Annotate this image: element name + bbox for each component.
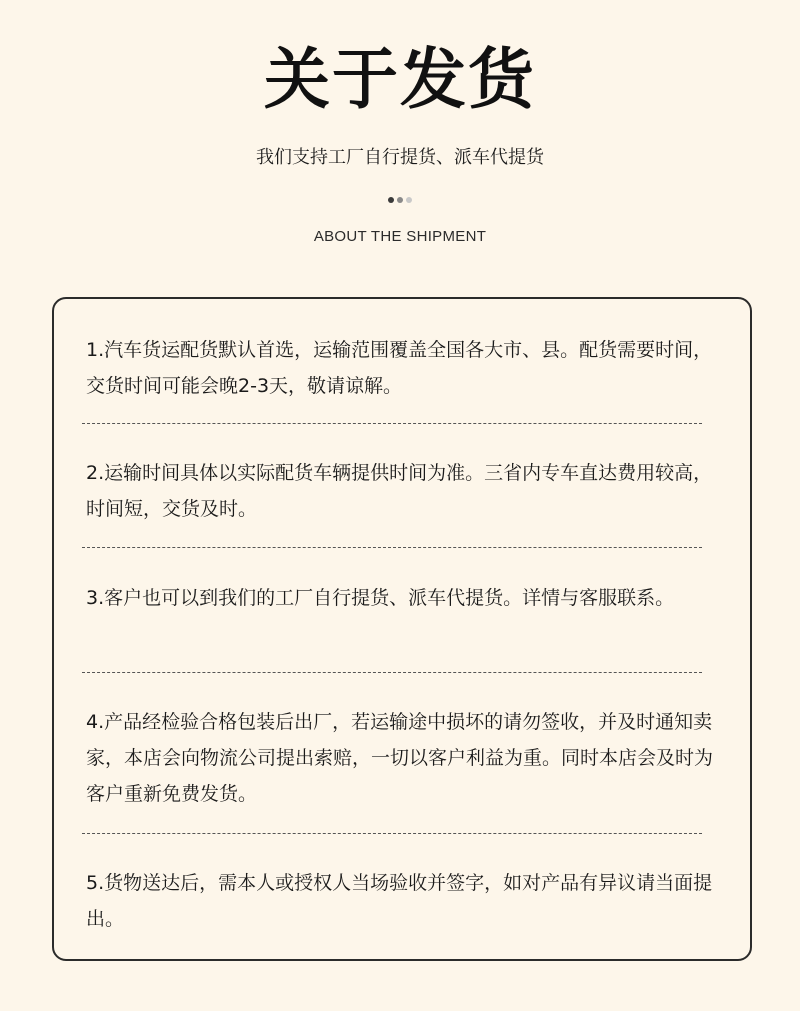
note-item-1: 1.汽车货运配货默认首选，运输范围覆盖全国各大市、县。配货需要时间，交货时间可能会晚2-3天，敬请谅解。 (86, 339, 713, 397)
shipment-notes-box (52, 297, 752, 961)
page-subtitle: 我们支持工厂自行提货、派车代提货 (256, 147, 544, 168)
divider (82, 672, 702, 673)
note-item-2: 2.运输时间具体以实际配货车辆提供时间为准。三省内专车直达费用较高，时间短，交货及时。 (86, 462, 713, 520)
divider (82, 833, 702, 834)
dot-icon (388, 197, 394, 203)
dot-icon (406, 197, 412, 203)
english-subtitle: ABOUT THE SHIPMENT (313, 228, 487, 245)
note-item-5: 5.货物送达后，需本人或授权人当场验收并签字，如对产品有异议请当面提出。 (86, 872, 713, 930)
divider (82, 423, 702, 424)
dot-icon (397, 197, 403, 203)
note-item-3: 3.客户也可以到我们的工厂自行提货、派车代提货。详情与客服联系。 (86, 587, 675, 609)
note-item-4: 4.产品经检验合格包装后出厂，若运输途中损坏的请勿签收，并及时通知卖家，本店会向物流公司提出索赔，一切以客户利益为重。同时本店会及时为客户重新免费发货。 (86, 711, 714, 805)
dot-indicator (0, 197, 800, 203)
page-title: 关于发货 (264, 41, 536, 118)
divider (82, 547, 702, 548)
